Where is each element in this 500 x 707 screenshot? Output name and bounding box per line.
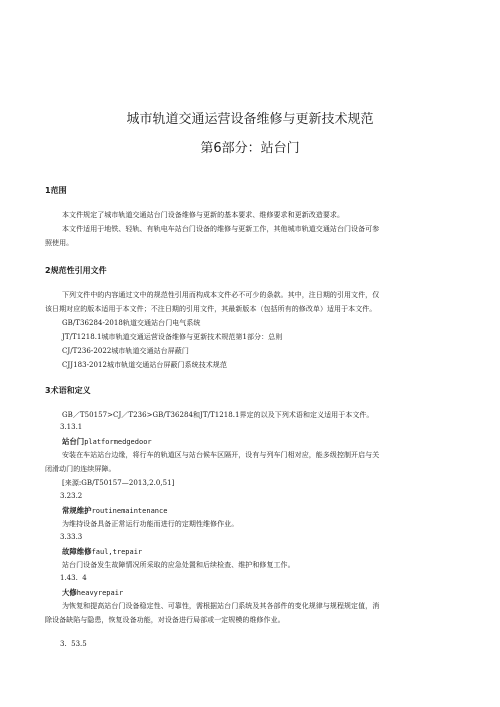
section-3-intro: GB／T50157>CJ／T236>GB/T36284和JT/T1218.1界定的以及下列术语和定义适用于本文件。 — [62, 411, 374, 419]
term-1-number: 3.13.1 — [60, 423, 83, 431]
term-3-number: 3.33.3 — [60, 533, 83, 541]
term-1-cn: 站台门 — [62, 437, 85, 446]
section-2-paragraph-line-1: 下列文件中的内容通过文中的规范性引用而构成本文件必不可少的条款。其中，注日期的引用文件，仅 — [62, 291, 380, 299]
term-1-source: [来源:GB/T50157—2013,2.0,51] — [62, 479, 175, 487]
document-subtitle: 第6部分：站台门 — [200, 141, 300, 156]
term-4-number: 1.43. 4 — [60, 574, 87, 582]
term-2-title — [62, 505, 167, 516]
term-3-definition: 站台门设备发生故障情况所采取的应急处置和后续检查、维护和修复工作。 — [62, 561, 295, 569]
term-3-en: faul,trepair — [91, 548, 143, 556]
term-4-en: heavyrepair — [76, 589, 124, 597]
section-2-heading: 2规范性引用文件 — [45, 266, 107, 275]
term-3-cn: 故障维修 — [62, 547, 92, 556]
section-3-heading: 3术语和定义 — [45, 386, 91, 395]
term-4-title — [62, 587, 123, 598]
term-4-cn: 大修 — [62, 588, 77, 597]
term-1-definition-line-1: 安装在车站站台边缘，将行车的轨道区与站台候车区隔开，设有与列车门相对应，能多级控制开启与关 — [62, 451, 380, 459]
reference-item: JT/T1218.1城市轨道交通运营设备维修与更新技术规范第1部分：总则 — [62, 333, 283, 341]
reference-item: CJJ183-2012城市轨道交通站台屏蔽门系统技术规范 — [62, 361, 227, 369]
term-2-number: 3.23.2 — [60, 492, 83, 500]
section-1-paragraph-2-line-1: 本文件适用于地铁、轻轨、有轨电车站台门设备的维修与更新工作，其他城市轨道交通站台门设备可参 — [62, 225, 380, 233]
document-title: 城市轨道交通运营设备维修与更新技术规范 — [126, 112, 374, 127]
term-1-definition-line-2: 闭滑动门的连续屏障。 — [45, 465, 116, 473]
term-2-cn: 常规维护 — [62, 506, 92, 515]
section-1-heading: 1范围 — [45, 186, 67, 195]
reference-item: CJ/T236-2022城市轨道交通站台屏蔽门 — [62, 347, 189, 355]
section-2-paragraph-line-2: 该日期对应的版本适用于本文件；不注日期的引用文件，其最新版本（包括所有的修改单）适用于本文件。 — [45, 305, 377, 313]
term-4-definition-line-1: 为恢复和提高站台门设备稳定性、可靠性，需根据站台门系统及其各部件的变化规律与规程规定值，消 — [62, 602, 380, 610]
term-1-title — [62, 436, 152, 447]
term-2-en: routinemaintenance — [91, 507, 168, 515]
section-1-paragraph-1: 本文件规定了城市轨道交通站台门设备维修与更新的基本要求、维修要求和更新改造要求。 — [62, 211, 344, 219]
term-3-title — [62, 546, 142, 557]
term-2-definition: 为维持设备具备正常运行功能而进行的定期性维修作业。 — [62, 520, 239, 528]
section-1-paragraph-2-line-2: 照使用。 — [45, 239, 74, 247]
term-5-number: 3. 53.5 — [60, 640, 87, 648]
term-1-en: platformedgedoor — [84, 438, 152, 446]
reference-item: GB/T36284-2018轨道交通站台门电气系统 — [62, 319, 201, 327]
term-4-definition-line-2: 除设备缺陷与隐患，恢复设备功能，对设备进行局部或一定规模的维修作业。 — [45, 616, 285, 624]
